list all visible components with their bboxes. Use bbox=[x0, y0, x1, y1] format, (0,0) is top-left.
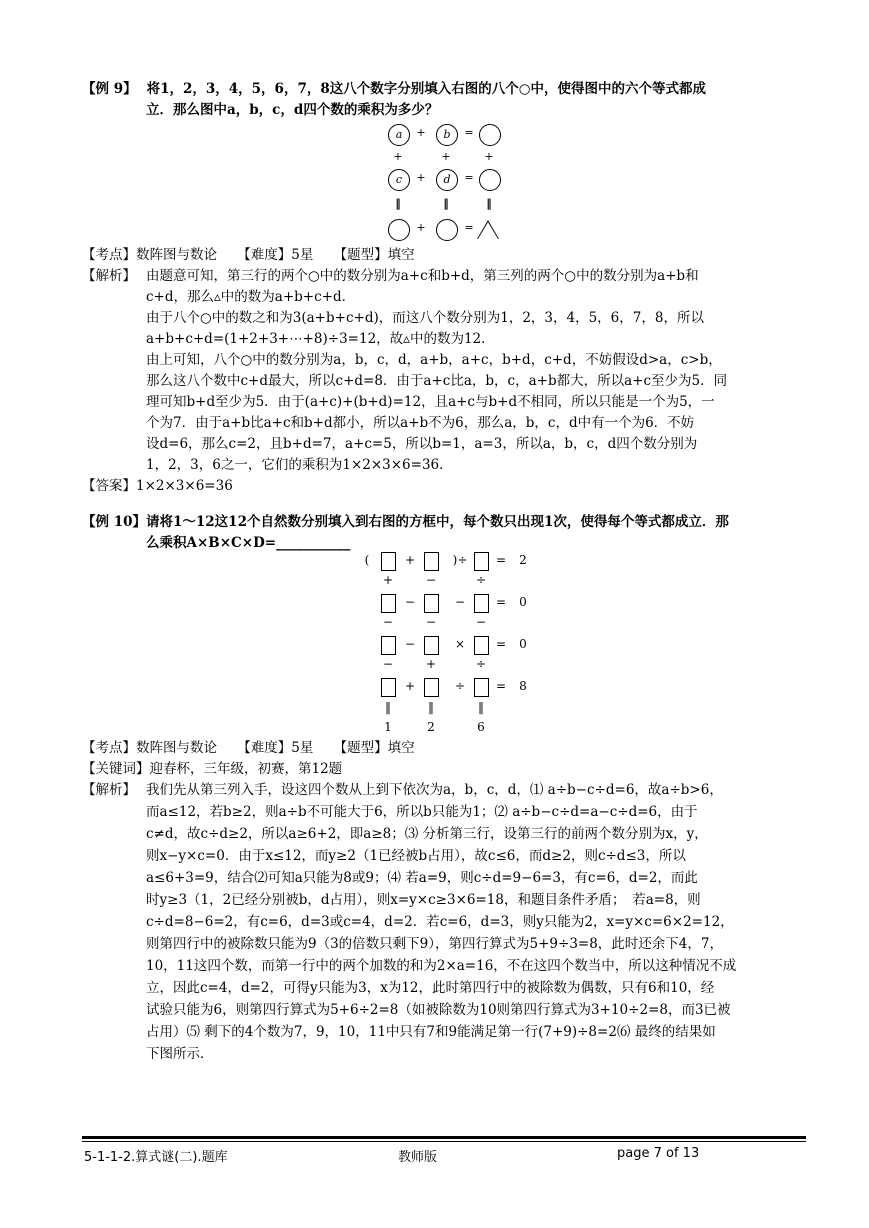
operator: = bbox=[495, 637, 507, 651]
equals-bar: ‖ bbox=[486, 197, 492, 210]
circle-a: a bbox=[388, 124, 410, 146]
operator: − bbox=[382, 657, 394, 671]
blank-box bbox=[381, 678, 396, 697]
circle-empty bbox=[479, 169, 501, 191]
solution-line: 理可知b+d至少为5．由于(a+c)+(b+d)=12，且a+c与b+d不相同，所以只能是一个为5，一 bbox=[146, 394, 715, 410]
blank-box bbox=[424, 636, 439, 655]
result: 0 bbox=[519, 637, 527, 651]
example-10-label: 【例 10】 bbox=[82, 514, 146, 530]
blank-box bbox=[381, 594, 396, 613]
solution-line: a≤6+3=9，结合⑵可知a只能为8或9；⑷ 若a=9，则c÷d=9−6=3，有c=6，d=2，而此 bbox=[146, 870, 698, 886]
operator: − bbox=[404, 637, 416, 651]
operator: ÷ bbox=[475, 573, 487, 587]
operator: − bbox=[425, 573, 437, 587]
example-10-question-line-1: 【例 10】请将1～12这12个自然数分别填入到右图的方框中，每个数只出现1次，使得每个等式都成立．那 bbox=[82, 514, 729, 530]
example-9-meta: 【考点】数阵图与数论 【难度】5星 【题型】填空 bbox=[82, 247, 415, 263]
solution-line: 则第四行中的被除数只能为9（3的倍数只剩下9），第四行算式为5+9÷3=8，此时还余下4，7， bbox=[146, 936, 723, 952]
blank-box bbox=[474, 552, 489, 571]
circle-d: d bbox=[436, 169, 458, 191]
example-10-meta: 【考点】数阵图与数论 【难度】5星 【题型】填空 bbox=[82, 740, 415, 756]
example-10-keywords: 【关键词】迎春杯，三年级，初赛，第12题 bbox=[82, 761, 343, 777]
circle-empty bbox=[479, 124, 501, 146]
circle-empty bbox=[436, 219, 458, 241]
operator: − bbox=[382, 615, 394, 629]
operator: )÷ bbox=[452, 553, 468, 567]
example-9-answer: 【答案】1×2×3×6=36 bbox=[82, 478, 233, 494]
solution-line: 下图所示． bbox=[146, 1046, 214, 1062]
solution-line: 我们先从第三列入手，设这四个数从上到下依次为a，b，c，d，⑴ a÷b−c÷d=6，故a÷b>6， bbox=[146, 782, 723, 798]
solution-line: 试验只能为6，则第四行算式为5+6÷2=8（如被除数为10则第四行算式为3+10÷2=8，而3已被 bbox=[146, 1002, 731, 1018]
solution-line: 时y≥3（1，2已经分别被b，d占用），则x=y×c≥3×6=18，和题目条件矛盾； 若a=8，则 bbox=[146, 892, 701, 908]
example-10-figure bbox=[360, 548, 540, 738]
solution-line: 1，2，3，6之一，它们的乘积为1×2×3×6=36． bbox=[146, 457, 453, 473]
blank-box bbox=[474, 636, 489, 655]
triangle-shape bbox=[477, 220, 499, 239]
plus-sign: + bbox=[416, 221, 426, 234]
solution-line: c≠d，故c÷d≥2，所以a≥6+2，即a≥8；⑶ 分析第三行，设第三行的前两个数分别为x，y， bbox=[146, 826, 708, 842]
solution-line: 设d=6，那么c=2，且b+d=7，a+c=5，所以b=1，a=3，所以a，b，c，d四个数分别为 bbox=[146, 436, 698, 452]
example-9-question-line-1: 【例 9】 将1，2，3，4，5，6，7，8这八个数字分别填入右图的八个○中，使得图中的六个等式都成 bbox=[82, 81, 707, 97]
blank-box bbox=[474, 594, 489, 613]
result: 2 bbox=[519, 553, 527, 567]
solution-line: 而a≤12，若b≥2，则a÷b不可能大于6，所以b只能为1；⑵ a÷b−c÷d=a−c÷d=6，由于 bbox=[146, 804, 698, 820]
equals-bar: ‖ bbox=[478, 700, 484, 714]
example-9-figure bbox=[380, 120, 520, 246]
operator: + bbox=[425, 657, 437, 671]
circle-c: c bbox=[388, 169, 410, 191]
operator: = bbox=[495, 553, 507, 567]
operator: ÷ bbox=[454, 679, 466, 693]
result: 0 bbox=[519, 595, 527, 609]
blank-box bbox=[424, 552, 439, 571]
solution-line: 占用）⑸ 剩下的4个数为7，9，10，11中只有7和9能满足第一行(7+9)÷8=2⑹ 最终的结果如 bbox=[146, 1024, 716, 1040]
example-9-solution-label: 【解析】 bbox=[82, 268, 136, 284]
solution-line: 由于八个○中的数之和为3(a+b+c+d)，而这八个数分别为1，2，3，4，5，6，7，8，所以 bbox=[146, 310, 704, 326]
plus-sign: + bbox=[484, 150, 494, 163]
operator: + bbox=[404, 553, 416, 567]
operator: − bbox=[454, 595, 466, 609]
solution-line: 由上可知，八个○中的数分别为a，b，c，d，a+b，a+c，b+d，c+d，不妨假设d>a，c>b， bbox=[146, 352, 722, 368]
example-9-label: 【例 9】 bbox=[82, 81, 137, 97]
result: 8 bbox=[519, 679, 527, 693]
operator: ÷ bbox=[475, 657, 487, 671]
solution-line: c÷d=8−6=2，有c=6，d=3或c=4，d=2．若c=6，d=3，则y只能为2，x=y×c=6×2=12， bbox=[146, 914, 734, 930]
solution-line: 由题意可知，第三行的两个○中的数分别为a+c和b+d，第三列的两个○中的数分别为a+b和 bbox=[146, 268, 699, 284]
circle-b: b bbox=[436, 124, 458, 146]
solution-line: 10，11这四个数，而第一行中的两个加数的和为2×a=16，不在这四个数当中，所以这种情况不成 bbox=[146, 958, 737, 974]
plus-sign: + bbox=[393, 150, 403, 163]
operator: + bbox=[382, 573, 394, 587]
solution-line: 个为7．由于a+b比a+c和b+d都小，所以a+b不为6，那么a，b，c，d中有一个为6．不妨 bbox=[146, 415, 695, 431]
footer-rule bbox=[82, 1136, 806, 1139]
solution-line: 则x−y×c=0．由于x≤12，而y≥2（1已经被b占用），故c≤6，而d≥2，则c÷d≤3，所以 bbox=[146, 848, 686, 864]
result: 1 bbox=[384, 720, 392, 734]
example-9-question-line-2: 立．那么图中a，b，c，d四个数的乘积为多少？ bbox=[146, 102, 439, 118]
solution-line: 那么这八个数中c+d最大，所以c+d=8．由于a+c比a，b，c，a+b都大，所以a+c至少为5．同 bbox=[146, 373, 728, 389]
equals-bar: ‖ bbox=[385, 700, 391, 714]
operator: − bbox=[475, 615, 487, 629]
example-10-question-line-2: 么乘积A×B×C×D=___________ bbox=[146, 535, 351, 551]
operator: = bbox=[495, 595, 507, 609]
blank-box bbox=[474, 678, 489, 697]
plus-sign: + bbox=[416, 126, 426, 139]
equals-sign: = bbox=[464, 126, 474, 139]
blank-box bbox=[424, 594, 439, 613]
operator: = bbox=[495, 679, 507, 693]
blank-box bbox=[381, 636, 396, 655]
equals-bar: ‖ bbox=[428, 700, 434, 714]
operator: − bbox=[425, 615, 437, 629]
footer-center: 教师版 bbox=[398, 1150, 438, 1165]
footer-left: 5-1-1-2.算式谜(二).题库 bbox=[84, 1150, 228, 1165]
blank-box bbox=[381, 552, 396, 571]
plus-sign: + bbox=[441, 150, 451, 163]
operator: + bbox=[404, 679, 416, 693]
operator: × bbox=[454, 637, 466, 651]
circle-empty bbox=[388, 219, 410, 241]
solution-line: a+b+c+d=(1+2+3+⋯+8)÷3=12，故▵中的数为12． bbox=[146, 331, 495, 347]
footer-rule bbox=[82, 1141, 806, 1142]
equals-bar: ‖ bbox=[443, 197, 449, 210]
result: 2 bbox=[427, 720, 435, 734]
plus-sign: + bbox=[416, 171, 426, 184]
equals-sign: = bbox=[464, 171, 474, 184]
equals-sign: = bbox=[464, 221, 474, 234]
left-paren: ( bbox=[364, 553, 370, 567]
blank-box bbox=[424, 678, 439, 697]
solution-line: c+d，那么▵中的数为a+b+c+d． bbox=[146, 289, 356, 305]
footer-page-number: page 7 of 13 bbox=[617, 1146, 700, 1161]
solution-line: 立，因此c=4，d=2，可得y只能为3，x为12，此时第四行中的被除数为偶数，只有6和10，经 bbox=[146, 980, 715, 996]
result: 6 bbox=[477, 720, 485, 734]
example-10-solution-label: 【解析】 bbox=[82, 782, 136, 798]
operator: − bbox=[404, 595, 416, 609]
equals-bar: ‖ bbox=[395, 197, 401, 210]
